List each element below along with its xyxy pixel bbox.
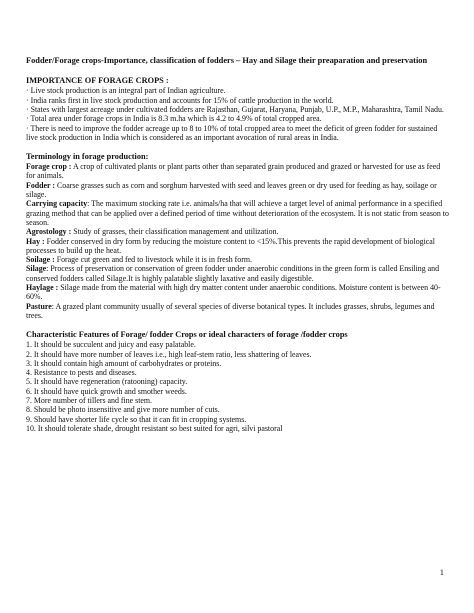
importance-point: · Total area under forage crops in India is 8.3 m.ha which is 4.2 to 4.9% of total cropped area.	[26, 114, 322, 124]
importance-point: · There is need to improve the fodder acreage up to 8 to 10% of total cropped area to meet the deficit of green fodder for sustained live stock production in India which is considered as an important avocation of rural areas in India.	[26, 123, 438, 142]
importance-heading: IMPORTANCE OF FORAGE CROPS :	[26, 76, 169, 86]
terminology-heading: Terminology in forage production:	[26, 152, 149, 162]
characteristic-item: 4. Resistance to pests and diseases.	[26, 368, 137, 378]
importance-point: · India ranks first in live stock production and accounts for 15% of cattle production in the world.	[26, 95, 334, 105]
importance-section	[26, 76, 450, 142]
term-definition: Study of grasses, their classification management and utilization.	[71, 227, 279, 237]
characteristic-item: 2. It should have more number of leaves i.e., high leaf-stem ratio, less shattering of leaves.	[26, 349, 312, 359]
characteristic-item: 8. Should be photo insensitive and give more number of cuts.	[26, 405, 220, 415]
term-entry	[26, 227, 450, 236]
page-content	[26, 56, 450, 433]
term-label: Soilage :	[26, 255, 55, 265]
term-label: Hay :	[26, 236, 45, 246]
term-entry	[26, 283, 450, 302]
characteristics-heading: Characteristic Features of Forage/ fodder Crops or ideal characters of forage /fodder crops	[26, 330, 348, 340]
term-label: Pasture	[26, 301, 52, 311]
term-definition: : The maximum stocking rate i.e. animals/ha that will achieve a target level of animal performance in a specified grazing method that can be applied over a defined period of time without deterioration of the ecosystem. It is not static from season to season.	[26, 199, 449, 227]
term-entry	[26, 237, 450, 256]
term-label: Haylage :	[26, 283, 59, 293]
page-number: 1	[439, 567, 444, 577]
characteristic-item: 5. It should have regeneration (ratooning) capacity.	[26, 377, 188, 387]
importance-point: · Live stock production is an integral part of Indian agriculture.	[26, 86, 226, 96]
term-definition: Fodder conserved in dry form by reducing the moisture content to <15%.This prevents the rapid development of biological processes to build up the heat.	[26, 236, 435, 255]
term-label: Fodder :	[26, 180, 56, 190]
term-entry	[26, 302, 450, 321]
characteristic-item: 7. More number of tillers and fine stem.	[26, 396, 152, 406]
characteristic-item: 9. Should have shorter life cycle so that it can fit in cropping systems.	[26, 414, 247, 424]
characteristic-item: 1. It should be succulent and juicy and easy palatable.	[26, 340, 196, 350]
terminology-section	[26, 152, 450, 320]
characteristics-section	[26, 330, 450, 433]
term-label: Agrostology :	[26, 227, 72, 237]
term-definition: A crop of cultivated plants or plant parts other than separated grain produced and grazed or harvested for use as feed for animals.	[26, 162, 441, 181]
term-label: Forage crop :	[26, 162, 72, 172]
term-entry	[26, 199, 450, 227]
term-definition: : Process of preservation or conservation of green fodder under anaerobic conditions in the green form is called Ensiling and conserved fodders called Silage.It is highly palatable slightly laxative and easily digestible.	[26, 264, 440, 283]
characteristic-item: 3. It should contain high amount of carbohydrates or proteins.	[26, 358, 222, 368]
term-label: Carrying capacity	[26, 199, 88, 209]
term-definition: Forage cut green and fed to livestock while it is in fresh form.	[54, 255, 252, 265]
importance-point: · States with largest acreage under cultivated fodders are Rajasthan, Gujarat, Haryana, Punjab, U.P., M.P., Maharashtra, Tamil Nadu.	[26, 105, 444, 114]
characteristic-item: 6. It should have quick growth and smother weeds.	[26, 386, 187, 396]
term-definition: Coarse grasses such as corn and sorghum harvested with seed and leaves green or dry used for feeding as hay, soilage or silage.	[26, 180, 437, 200]
term-entry	[26, 181, 450, 200]
term-entry	[26, 162, 450, 181]
document-title: Fodder/Forage crops-Importance, classification of fodders – Hay and Silage their preaparation and preservation	[26, 56, 428, 65]
term-definition: Silage made from the material with high dry matter content under anaerobic conditions. Moisture content is between 40-60%.	[26, 283, 441, 302]
term-definition: : A grazed plant community usually of several species of diverse botanical types. It includes grasses, shrubs, legumes and trees.	[26, 301, 435, 320]
term-entry	[26, 264, 450, 283]
characteristic-item: 10. It should tolerate shade, drought resistant so best suited for agri, silvi pastoral	[26, 423, 283, 433]
term-label: Silage	[26, 264, 47, 274]
term-entry	[26, 255, 450, 264]
